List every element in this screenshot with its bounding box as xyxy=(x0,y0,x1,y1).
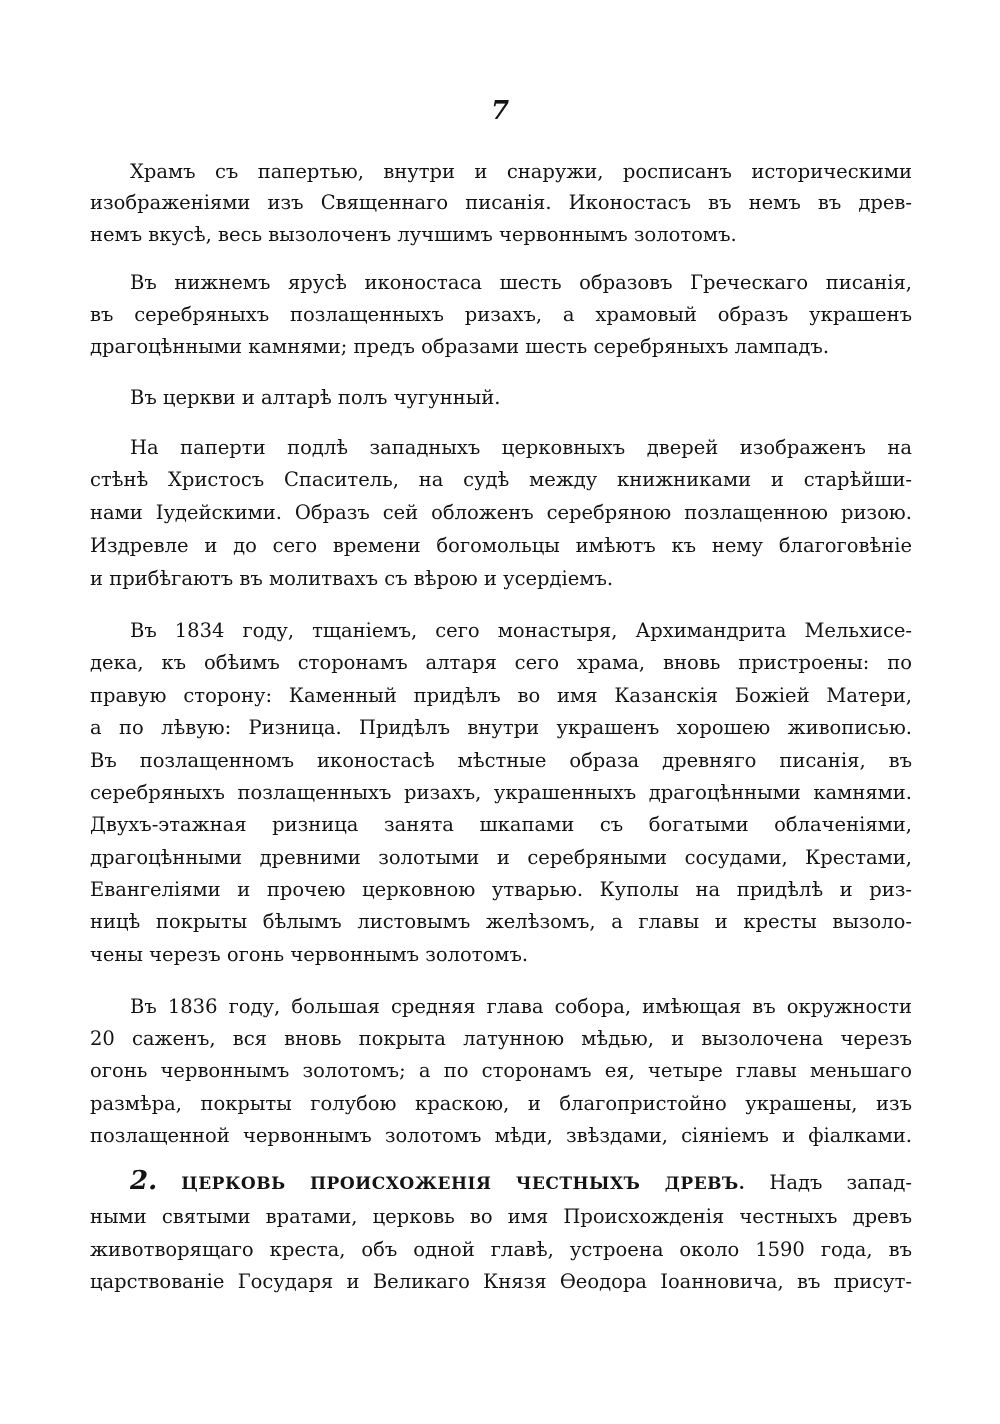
text-line: чены черезъ огонь червоннымъ золотомъ. xyxy=(90,943,529,966)
text-line: ницѣ покрыты бѣлымъ листовымъ желѣзомъ, а главы и кресты вызоло- xyxy=(90,910,912,933)
text-line: драгоцѣнными камнями; предъ образами шесть серебряныхъ лампадъ. xyxy=(90,335,830,358)
text-line: и прибѣгаютъ въ молитвахъ съ вѣрою и усердіемъ. xyxy=(90,567,614,590)
section-heading-continuation: Надъ запад- xyxy=(769,1171,912,1194)
text-line: царствованіе Государя и Великаго Князя Ѳеодора Іоанновича, въ присут- xyxy=(90,1270,912,1293)
text-line: животворящаго креста, объ одной главѣ, устроена около 1590 года, въ xyxy=(90,1238,912,1261)
text-line: нами Іудейскими. Образъ сей обложенъ серебряною позлащенною ризою. xyxy=(90,501,912,524)
section-number: 2. xyxy=(130,1166,158,1196)
text-line: драгоцѣнными древними золотыми и серебряными сосудами, Крестами, xyxy=(90,846,912,869)
text-line: Въ 1834 году, тщаніемъ, сего монастыря, Архимандрита Мельхисе- xyxy=(130,619,912,642)
text-line: 20 саженъ, вся вновь покрыта латунною мѣдью, и вызолочена черезъ xyxy=(90,1027,912,1050)
text-line: огонь червоннымъ золотомъ; а по сторонамъ ея, четыре главы меньшаго xyxy=(90,1059,912,1082)
section-heading: ЦЕРКОВЬ ПРОИСХОЖЕНІЯ ЧЕСТНЫХЪ ДРЕВЪ. xyxy=(181,1174,746,1194)
text-line: въ серебряныхъ позлащенныхъ ризахъ, а храмовый образъ украшенъ xyxy=(90,303,912,326)
text-line: стѣнѣ Христосъ Спаситель, на судѣ между книжниками и старѣйши- xyxy=(90,468,912,491)
text-line: Храмъ съ папертью, внутри и снаружи, росписанъ историческими xyxy=(130,160,912,183)
text-line: ными святыми вратами, церковь во имя Происхожденія честныхъ древъ xyxy=(90,1205,912,1228)
text-line: На паперти подлѣ западныхъ церковныхъ дверей изображенъ на xyxy=(130,436,912,459)
text-line: Евангеліями и прочею церковною утварью. Куполы на придѣлѣ и риз- xyxy=(90,878,912,901)
text-line: Издревле и до сего времени богомольцы имѣютъ къ нему благоговѣніе xyxy=(90,534,912,557)
text-line: Двухъ-этажная ризница занята шкапами съ богатыми облаченіями, xyxy=(90,813,912,836)
text-line: изображеніями изъ Священнаго писанія. Иконостасъ въ немъ въ древ- xyxy=(90,191,912,214)
text-line: Въ церкви и алтарѣ полъ чугунный. xyxy=(130,386,501,409)
text-line: а по лѣвую: Ризница. Придѣлъ внутри украшенъ хорошею живописью. xyxy=(90,716,912,739)
text-line: позлащенной червоннымъ золотомъ мѣди, звѣздами, сіяніемъ и фіалками. xyxy=(90,1124,912,1147)
page-number: 7 xyxy=(490,96,510,126)
text-line: немъ вкусѣ, весь вызолоченъ лучшимъ червоннымъ золотомъ. xyxy=(90,223,737,246)
text-line: размѣра, покрыты голубою краскою, и благопристойно украшены, изъ xyxy=(90,1092,912,1115)
text-line: Въ 1836 году, большая средняя глава собора, имѣющая въ окружности xyxy=(130,995,912,1018)
text-line: Въ позлащенномъ иконостасѣ мѣстные образа древняго писанія, въ xyxy=(90,749,912,772)
section-heading-line xyxy=(130,1166,912,1196)
text-line: правую сторону: Каменный придѣлъ во имя Казанскія Божіей Матери, xyxy=(90,684,912,707)
text-line: серебряныхъ позлащенныхъ ризахъ, украшенныхъ драгоцѣнными камнями. xyxy=(90,781,912,804)
text-line: дека, къ обѣимъ сторонамъ алтаря сего храма, вновь пристроены: по xyxy=(90,651,912,674)
text-line: Въ нижнемъ ярусѣ иконостаса шесть образовъ Греческаго писанія, xyxy=(130,271,912,294)
